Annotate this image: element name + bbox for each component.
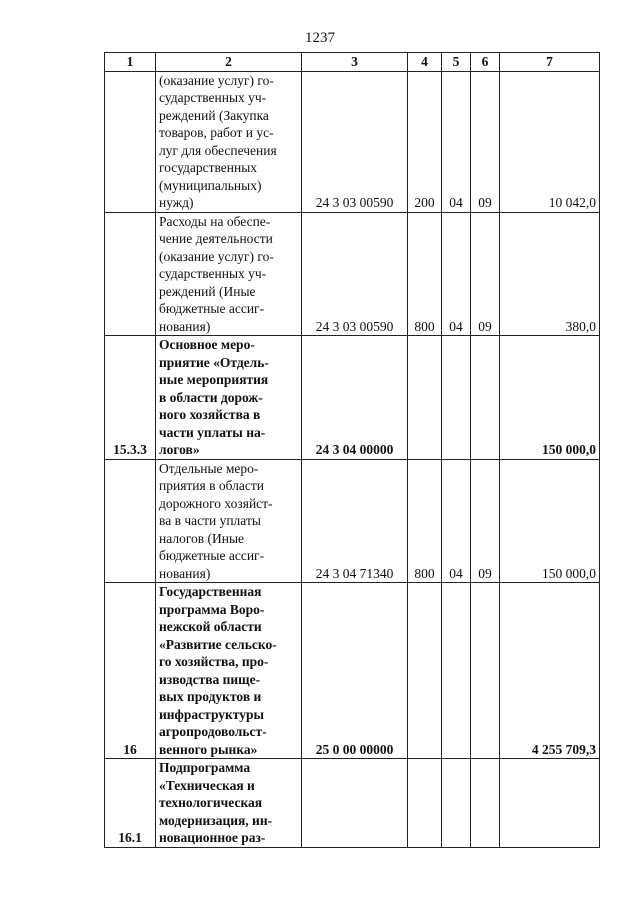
row-name-text: Отдельные меро- приятия в области дорожного хозяйст- ва в части уплаты налогов (Иные бюджетные ассиг- нования) [159, 460, 273, 581]
row-amount: 380,0 [500, 212, 600, 336]
row-amount: 150 000,0 [500, 336, 600, 460]
row-rz [442, 759, 471, 848]
table-row [105, 212, 600, 336]
row-code [302, 759, 408, 848]
row-pr: 09 [471, 459, 500, 583]
row-name-text: Расходы на обеспе- чение деятельности (оказание услуг) го- сударственных уч- реждений (Иные бюджетные ассиг- нования) [159, 213, 274, 334]
row-code: 24 3 03 00590 [302, 212, 408, 336]
row-rz [442, 336, 471, 460]
row-vr: 200 [408, 71, 442, 212]
table-row [105, 459, 600, 583]
row-name-text: (оказание услуг) го- сударственных уч- реждений (Закупка товаров, работ и ус- луг для обеспечения государственных (муниципальных) нужд) [159, 72, 277, 210]
column-header: 5 [442, 53, 471, 72]
row-rz: 04 [442, 212, 471, 336]
table-row [105, 71, 600, 212]
row-pr: 09 [471, 71, 500, 212]
row-number [105, 71, 156, 212]
row-name [156, 336, 302, 460]
row-code: 24 3 04 00000 [302, 336, 408, 460]
row-pr: 09 [471, 212, 500, 336]
row-number [105, 212, 156, 336]
table-row [105, 336, 600, 460]
page-number: 1237 [305, 30, 335, 46]
column-header: 6 [471, 53, 500, 72]
row-number: 16.1 [105, 759, 156, 848]
column-header: 7 [500, 53, 600, 72]
row-vr [408, 583, 442, 759]
column-header: 4 [408, 53, 442, 72]
column-header: 3 [302, 53, 408, 72]
row-rz [442, 583, 471, 759]
row-name [156, 583, 302, 759]
row-name-text: Государственная программа Воро- нежской области «Развитие сельско- го хозяйства, про- изводства пище- вых продуктов и инфраструктуры агропродовольст- венного рынка» [159, 584, 277, 757]
row-name [156, 212, 302, 336]
row-rz: 04 [442, 459, 471, 583]
column-header: 2 [156, 53, 302, 72]
row-name [156, 759, 302, 848]
row-pr [471, 583, 500, 759]
row-amount [500, 759, 600, 848]
row-vr [408, 336, 442, 460]
row-name-text: Подпрограмма «Техническая и технологическая модернизация, ин- новационное раз- [159, 760, 273, 845]
row-name [156, 459, 302, 583]
table-row [105, 583, 600, 759]
table-row [105, 759, 600, 848]
header-row [105, 53, 600, 72]
row-number: 15.3.3 [105, 336, 156, 460]
row-code: 24 3 03 00590 [302, 71, 408, 212]
row-amount: 10 042,0 [500, 71, 600, 212]
row-vr [408, 759, 442, 848]
row-number [105, 459, 156, 583]
column-header: 1 [105, 53, 156, 72]
row-vr: 800 [408, 459, 442, 583]
row-name-text: Основное меро- приятие «Отдель- ные мероприятия в области дорож- ного хозяйства в части уплаты на- логов» [159, 337, 269, 457]
row-number: 16 [105, 583, 156, 759]
row-pr [471, 759, 500, 848]
row-rz: 04 [442, 71, 471, 212]
row-vr: 800 [408, 212, 442, 336]
row-code: 24 3 04 71340 [302, 459, 408, 583]
row-amount: 4 255 709,3 [500, 583, 600, 759]
row-pr [471, 336, 500, 460]
row-name [156, 71, 302, 212]
row-code: 25 0 00 00000 [302, 583, 408, 759]
row-amount: 150 000,0 [500, 459, 600, 583]
budget-table [104, 52, 600, 848]
